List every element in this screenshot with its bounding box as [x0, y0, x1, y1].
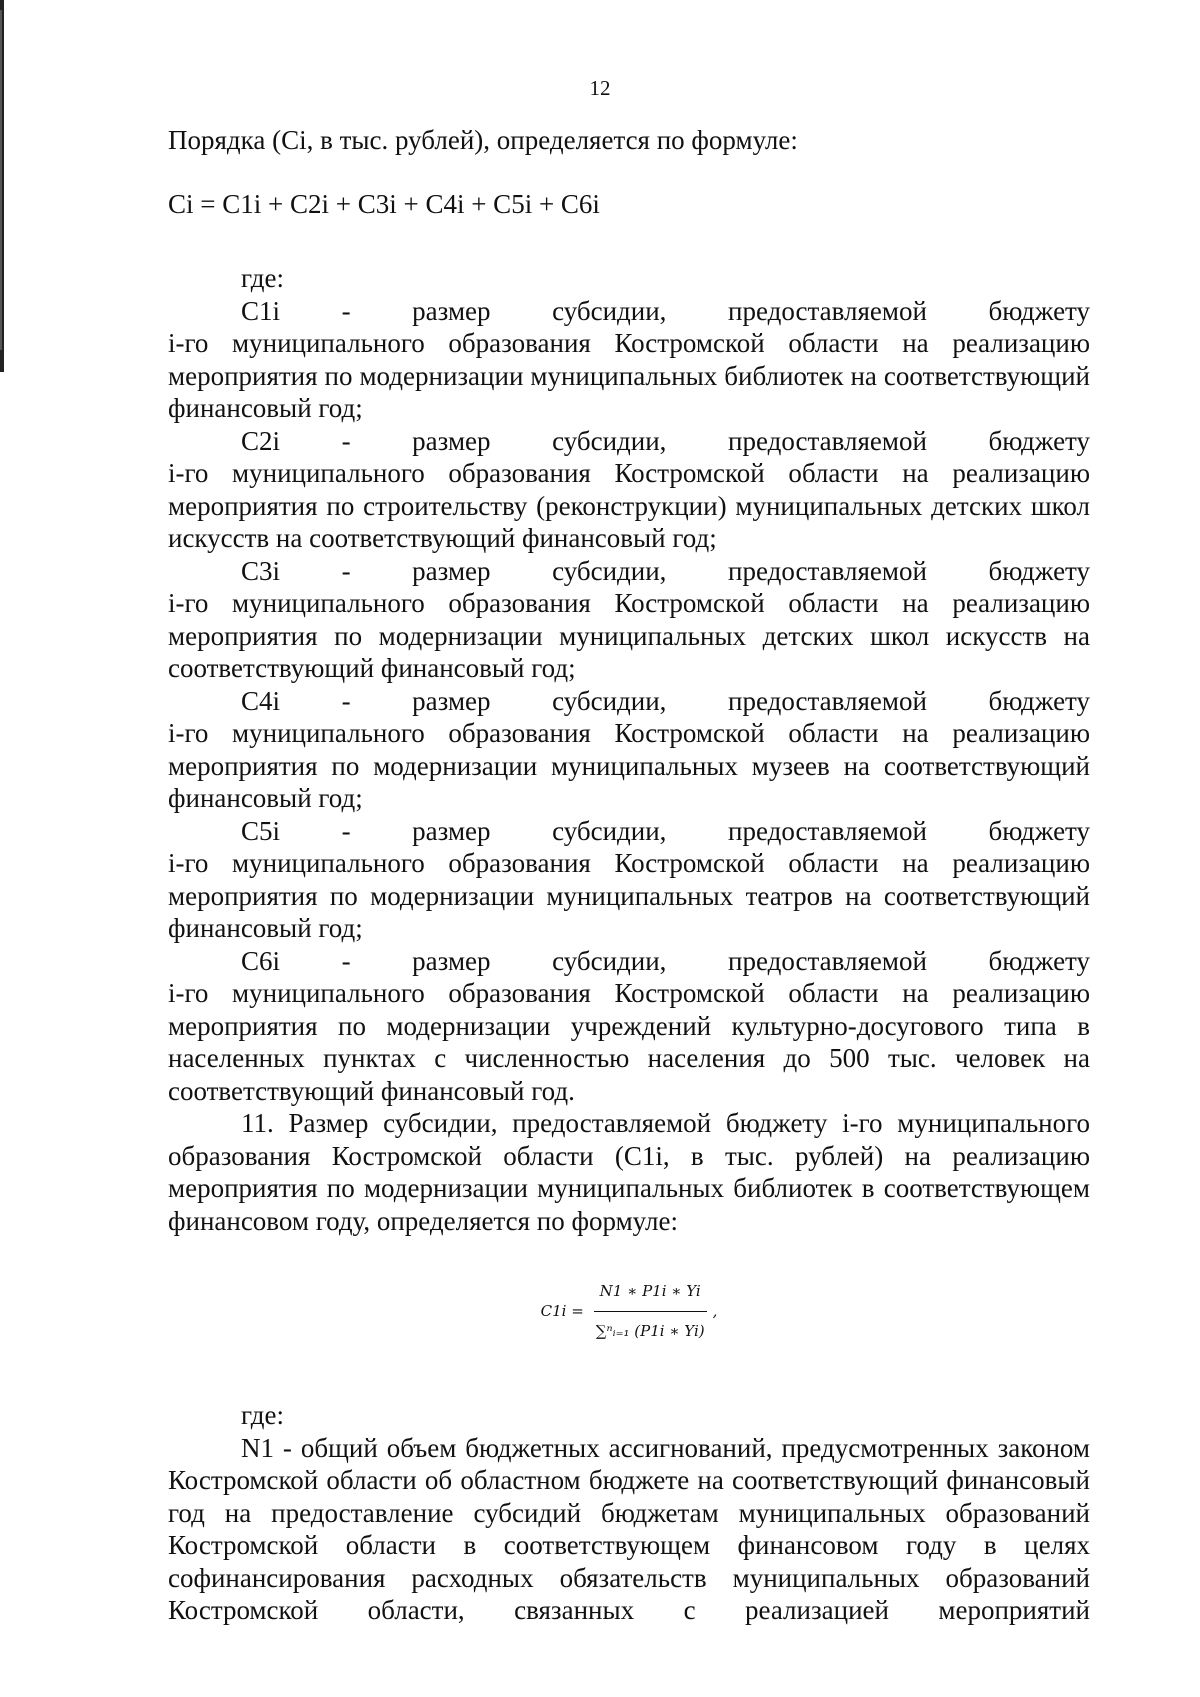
- definition-head-c2: C2i - размер субсидии, предоставляемой бюджету: [241, 425, 1090, 456]
- definition-body-c5: i-го муниципального образования Костромской области на реализацию мероприятия по модернизации муниципальных театров на соответствующий финансовый год;: [168, 848, 1090, 943]
- n1-paragraph: N1 - общий объем бюджетных ассигнований, предусмотренных законом Костромской области об областном бюджете на соответствующий финансовый год на предоставление субсидий бюджетам муниципальных образований Костромской области в соответствующем финансовом году в целях софинансирования расходных обязательств муниципальных образований Костромской области, связанных с реализацией мероприятий: [168, 1432, 1090, 1625]
- definition-head-c6: C6i - размер субсидии, предоставляемой бюджету: [241, 945, 1090, 976]
- c1-formula-lhs: C1i =: [540, 1301, 584, 1320]
- definition-body-c2: i-го муниципального образования Костромской области на реализацию мероприятия по строительству (реконструкции) муниципальных детских школ искусств на соответствующий финансовый год;: [168, 458, 1090, 553]
- definition-body-c4: i-го муниципального образования Костромской области на реализацию мероприятия по модернизации муниципальных музеев на соответствующий финансовый год;: [168, 718, 1090, 813]
- definition-head-c4: C4i - размер субсидии, предоставляемой бюджету: [241, 685, 1090, 716]
- c1-formula-denominator: ∑ⁿᵢ₌₁ (P1i ∗ Yi): [595, 1321, 705, 1340]
- page-number: 12: [589, 76, 611, 100]
- c1-formula-numerator: N1 ∗ P1i ∗ Yi: [594, 1275, 707, 1312]
- clause-11: 11. Размер субсидии, предоставляемой бюджету i-го муниципального образования Костромской области (C1i, в тыс. рублей) на реализацию мероприятия по модернизации муниципальных библиотек в соответствующем финансовом году, определяется по формуле:: [168, 1108, 1090, 1236]
- intro-line: Порядка (Ci, в тыс. рублей), определяется по формуле:: [168, 125, 798, 155]
- definition-head-c5: C5i - размер субсидии, предоставляемой бюджету: [241, 815, 1090, 846]
- definition-head-c1: C1i - размер субсидии, предоставляемой бюджету: [241, 295, 1090, 326]
- definition-body-c1: i-го муниципального образования Костромской области на реализацию мероприятия по модернизации муниципальных библиотек на соответствующий финансовый год;: [168, 328, 1090, 423]
- where-label-2: где:: [241, 1400, 284, 1430]
- c1-formula: [168, 1275, 1090, 1347]
- definition-body-c6: i-го муниципального образования Костромской области на реализацию мероприятия по модернизации учреждений культурно-досугового типа в населенных пунктах с численностью населения до 500 тыс. человек на соответствующий финансовый год.: [168, 978, 1090, 1106]
- definition-head-c3: C3i - размер субсидии, предоставляемой бюджету: [241, 555, 1090, 586]
- definition-body-c3: i-го муниципального образования Костромской области на реализацию мероприятия по модернизации муниципальных детских школ искусств на соответствующий финансовый год;: [168, 588, 1090, 683]
- c1-formula-fraction: [590, 1275, 711, 1347]
- main-formula: Ci = C1i + C2i + C3i + C4i + C5i + C6i: [168, 188, 600, 219]
- document-body: [168, 124, 1090, 1627]
- binding-edge-shadow: [0, 10, 2, 350]
- where-label: где:: [241, 263, 284, 293]
- c1-formula-comma: ,: [712, 1301, 718, 1320]
